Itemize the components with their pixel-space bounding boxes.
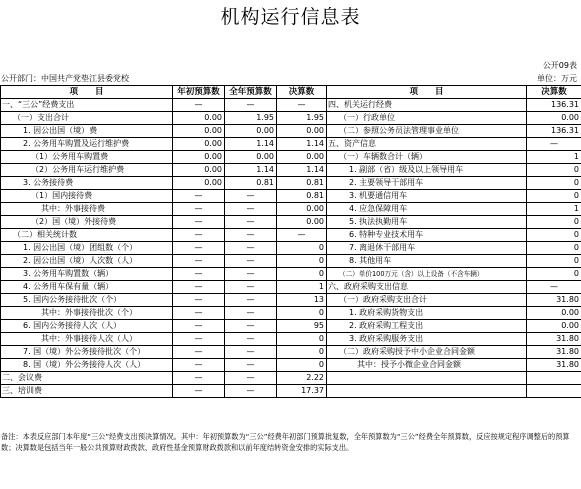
- table-row: [1, 372, 581, 385]
- final-amount-cell: 0.00: [277, 216, 327, 229]
- final-amount-cell: 0: [277, 359, 327, 372]
- full-year-budget-cell: —: [225, 281, 277, 294]
- right-item-cell: 1. 政府采购货物支出: [327, 307, 527, 320]
- right-final-cell: 0.00: [527, 112, 581, 125]
- left-item-cell: 3. 公务接待费: [1, 177, 173, 190]
- initial-budget-cell: —: [173, 333, 225, 346]
- page-title: 机构运行信息表: [220, 6, 361, 28]
- right-item-cell: （二）参照公务员法管理事业单位: [327, 125, 527, 138]
- table-row: [1, 307, 581, 320]
- left-item-cell: （2）国（境）外接待费: [1, 216, 173, 229]
- final-amount-cell: 0: [277, 346, 327, 359]
- full-year-budget-cell: 0.81: [225, 177, 277, 190]
- header-initial-budget: 年初预算数: [173, 86, 225, 99]
- full-year-budget-cell: —: [225, 203, 277, 216]
- right-item-cell: 其中：授予小微企业合同金额: [327, 359, 527, 372]
- table-row: [1, 190, 581, 203]
- final-amount-cell: —: [277, 99, 327, 112]
- final-amount-cell: 0: [277, 255, 327, 268]
- initial-budget-cell: 0.00: [173, 164, 225, 177]
- left-item-cell: 其中：外事接待费: [1, 203, 173, 216]
- header-right-item: 项 目: [327, 86, 527, 99]
- header-final-amount: 决算数: [277, 86, 327, 99]
- right-item-cell: 四、机关运行经费: [327, 99, 527, 112]
- left-item-cell: 4. 公务用车保有量（辆）: [1, 281, 173, 294]
- table-body: [1, 99, 581, 398]
- final-amount-cell: 0.00: [277, 203, 327, 216]
- header-full-year-budget: 全年预算数: [225, 86, 277, 99]
- table-row: [1, 99, 581, 112]
- table-row: [1, 346, 581, 359]
- info-table: [0, 85, 581, 398]
- right-final-cell: 136.31: [527, 125, 581, 138]
- left-item-cell: 其中：外事接待人次（人）: [1, 333, 173, 346]
- full-year-budget-cell: —: [225, 359, 277, 372]
- final-amount-cell: 1.14: [277, 138, 327, 151]
- initial-budget-cell: —: [173, 346, 225, 359]
- full-year-budget-cell: 1.95: [225, 112, 277, 125]
- right-final-cell: 31.80: [527, 333, 581, 346]
- full-year-budget-cell: —: [225, 346, 277, 359]
- right-final-cell: 136.31: [527, 99, 581, 112]
- left-item-cell: 1. 因公出国（境）团组数（个）: [1, 242, 173, 255]
- full-year-budget-cell: 0.00: [225, 151, 277, 164]
- initial-budget-cell: —: [173, 242, 225, 255]
- initial-budget-cell: —: [173, 268, 225, 281]
- full-year-budget-cell: —: [225, 320, 277, 333]
- right-item-cell: （一）车辆数合计（辆）: [327, 151, 527, 164]
- initial-budget-cell: —: [173, 294, 225, 307]
- right-item-cell: 2. 政府采购工程支出: [327, 320, 527, 333]
- final-amount-cell: 17.37: [277, 385, 327, 398]
- final-amount-cell: 0.81: [277, 177, 327, 190]
- right-final-cell: [527, 385, 581, 398]
- table-row: [1, 203, 581, 216]
- right-final-cell: —: [527, 138, 581, 151]
- initial-budget-cell: 0.00: [173, 151, 225, 164]
- right-final-cell: 0: [527, 164, 581, 177]
- full-year-budget-cell: 1.14: [225, 164, 277, 177]
- initial-budget-cell: —: [173, 216, 225, 229]
- table-row: [1, 333, 581, 346]
- full-year-budget-cell: —: [225, 372, 277, 385]
- table-row: [1, 216, 581, 229]
- left-item-cell: （1）公务用车购置费: [1, 151, 173, 164]
- right-item-cell: [327, 372, 527, 385]
- table-row: [1, 229, 581, 242]
- table-row: [1, 125, 581, 138]
- table-row: [1, 151, 581, 164]
- table-row: [1, 281, 581, 294]
- initial-budget-cell: 0.00: [173, 125, 225, 138]
- right-final-cell: 31.80: [527, 359, 581, 372]
- full-year-budget-cell: —: [225, 190, 277, 203]
- right-final-cell: 1: [527, 151, 581, 164]
- left-item-cell: 6. 国内公务接待人次（人）: [1, 320, 173, 333]
- right-final-cell: 31.80: [527, 346, 581, 359]
- table-row: [1, 138, 581, 151]
- full-year-budget-cell: —: [225, 268, 277, 281]
- left-item-cell: 二、会议费: [1, 372, 173, 385]
- initial-budget-cell: —: [173, 99, 225, 112]
- right-final-cell: 0.00: [527, 320, 581, 333]
- final-amount-cell: 1.95: [277, 112, 327, 125]
- full-year-budget-cell: —: [225, 255, 277, 268]
- right-item-cell: 2. 主要领导干部用车: [327, 177, 527, 190]
- initial-budget-cell: —: [173, 190, 225, 203]
- initial-budget-cell: 0.00: [173, 177, 225, 190]
- right-final-cell: 0: [527, 216, 581, 229]
- right-item-cell: 8. 其他用车: [327, 255, 527, 268]
- left-item-cell: （一）支出合计: [1, 112, 173, 125]
- right-final-cell: [527, 372, 581, 385]
- table-row: [1, 112, 581, 125]
- right-item-cell: 1. 副部（省）级及以上领导用车: [327, 164, 527, 177]
- right-item-cell: 5. 执法执勤用车: [327, 216, 527, 229]
- full-year-budget-cell: 0.00: [225, 125, 277, 138]
- final-amount-cell: 2.22: [277, 372, 327, 385]
- footnote: 备注：本表反应部门本年度“三公”经费支出预决算情况。其中：年初预算数为“三公”经费年初部门预算批复数，全年预算数为“三公”经费全年预算数，反应按规定程序调整后的预算数；决算数是包括当年一般公共预算财政拨款、政府性基金预算财政拨款和以前年度结转资金安排的实际支出。: [1, 432, 570, 452]
- header-right-final: 决算数: [527, 86, 581, 99]
- right-final-cell: 0: [527, 268, 581, 281]
- right-item-cell: （一）行政单位: [327, 112, 527, 125]
- final-amount-cell: 0.00: [277, 151, 327, 164]
- initial-budget-cell: —: [173, 359, 225, 372]
- full-year-budget-cell: —: [225, 99, 277, 112]
- left-item-cell: 3. 公务用车购置数（辆）: [1, 268, 173, 281]
- initial-budget-cell: —: [173, 281, 225, 294]
- left-item-cell: （2）公务用车运行维护费: [1, 164, 173, 177]
- right-item-cell: 六、政府采购支出信息: [327, 281, 527, 294]
- right-item-cell: 3. 机要通信用车: [327, 190, 527, 203]
- final-amount-cell: 0.00: [277, 125, 327, 138]
- department-label: 公开部门：中国共产党垫江县委党校: [1, 74, 129, 83]
- initial-budget-cell: —: [173, 203, 225, 216]
- initial-budget-cell: 0.00: [173, 112, 225, 125]
- right-final-cell: 0: [527, 229, 581, 242]
- left-item-cell: 7. 国（境）外公务接待批次（个）: [1, 346, 173, 359]
- right-final-cell: 0: [527, 255, 581, 268]
- right-final-cell: 0: [527, 242, 581, 255]
- full-year-budget-cell: —: [225, 333, 277, 346]
- final-amount-cell: 0: [277, 268, 327, 281]
- right-item-cell: 五、资产信息: [327, 138, 527, 151]
- left-item-cell: 一、“三公”经费支出: [1, 99, 173, 112]
- table-row: [1, 242, 581, 255]
- table-row: [1, 177, 581, 190]
- final-amount-cell: —: [277, 229, 327, 242]
- left-item-cell: （1）国内接待费: [1, 190, 173, 203]
- left-item-cell: 8. 国（境）外公务接待人次（人）: [1, 359, 173, 372]
- right-final-cell: 0.00: [527, 307, 581, 320]
- table-row: [1, 385, 581, 398]
- final-amount-cell: 0: [277, 242, 327, 255]
- full-year-budget-cell: 1.14: [225, 138, 277, 151]
- final-amount-cell: 1: [277, 281, 327, 294]
- left-item-cell: 2. 因公出国（境）人次数（人）: [1, 255, 173, 268]
- full-year-budget-cell: —: [225, 216, 277, 229]
- right-item-cell: 6. 特种专业技术用车: [327, 229, 527, 242]
- initial-budget-cell: —: [173, 255, 225, 268]
- left-item-cell: 1. 因公出国（境）费: [1, 125, 173, 138]
- header-item: 项 目: [1, 86, 173, 99]
- left-item-cell: 5. 国内公务接待批次（个）: [1, 294, 173, 307]
- table-row: [1, 320, 581, 333]
- full-year-budget-cell: —: [225, 307, 277, 320]
- final-amount-cell: 0.81: [277, 190, 327, 203]
- unit-label: 单位：万元: [537, 74, 577, 83]
- table-header-row: [1, 86, 581, 99]
- right-final-cell: 0: [527, 177, 581, 190]
- right-item-cell: 4. 应急保障用车: [327, 203, 527, 216]
- full-year-budget-cell: —: [225, 242, 277, 255]
- right-item-cell: （二）政府采购授予中小企业合同金额: [327, 346, 527, 359]
- right-item-cell: 3. 政府采购服务支出: [327, 333, 527, 346]
- right-item-cell: （二）单价100万元（含）以上设备（不含车辆）: [327, 268, 527, 281]
- right-final-cell: —: [527, 281, 581, 294]
- right-final-cell: 1: [527, 203, 581, 216]
- right-item-cell: [327, 385, 527, 398]
- final-amount-cell: 95: [277, 320, 327, 333]
- initial-budget-cell: —: [173, 385, 225, 398]
- right-item-cell: （一）政府采购支出合计: [327, 294, 527, 307]
- initial-budget-cell: —: [173, 307, 225, 320]
- left-item-cell: （二）相关统计数: [1, 229, 173, 242]
- initial-budget-cell: —: [173, 320, 225, 333]
- final-amount-cell: 1.14: [277, 164, 327, 177]
- full-year-budget-cell: —: [225, 229, 277, 242]
- initial-budget-cell: —: [173, 229, 225, 242]
- table-code: 公开09表: [542, 61, 577, 70]
- table-row: [1, 294, 581, 307]
- right-final-cell: 0: [527, 190, 581, 203]
- right-final-cell: 31.80: [527, 294, 581, 307]
- table-row: [1, 164, 581, 177]
- full-year-budget-cell: —: [225, 294, 277, 307]
- right-item-cell: 7. 离退休干部用车: [327, 242, 527, 255]
- table-row: [1, 359, 581, 372]
- final-amount-cell: 13: [277, 294, 327, 307]
- final-amount-cell: 0: [277, 333, 327, 346]
- table-row: [1, 268, 581, 281]
- initial-budget-cell: 0.00: [173, 138, 225, 151]
- initial-budget-cell: —: [173, 372, 225, 385]
- left-item-cell: 2. 公务用车购置及运行维护费: [1, 138, 173, 151]
- left-item-cell: 三、培训费: [1, 385, 173, 398]
- left-item-cell: 其中：外事接待批次（个）: [1, 307, 173, 320]
- full-year-budget-cell: —: [225, 385, 277, 398]
- table-row: [1, 255, 581, 268]
- final-amount-cell: 0: [277, 307, 327, 320]
